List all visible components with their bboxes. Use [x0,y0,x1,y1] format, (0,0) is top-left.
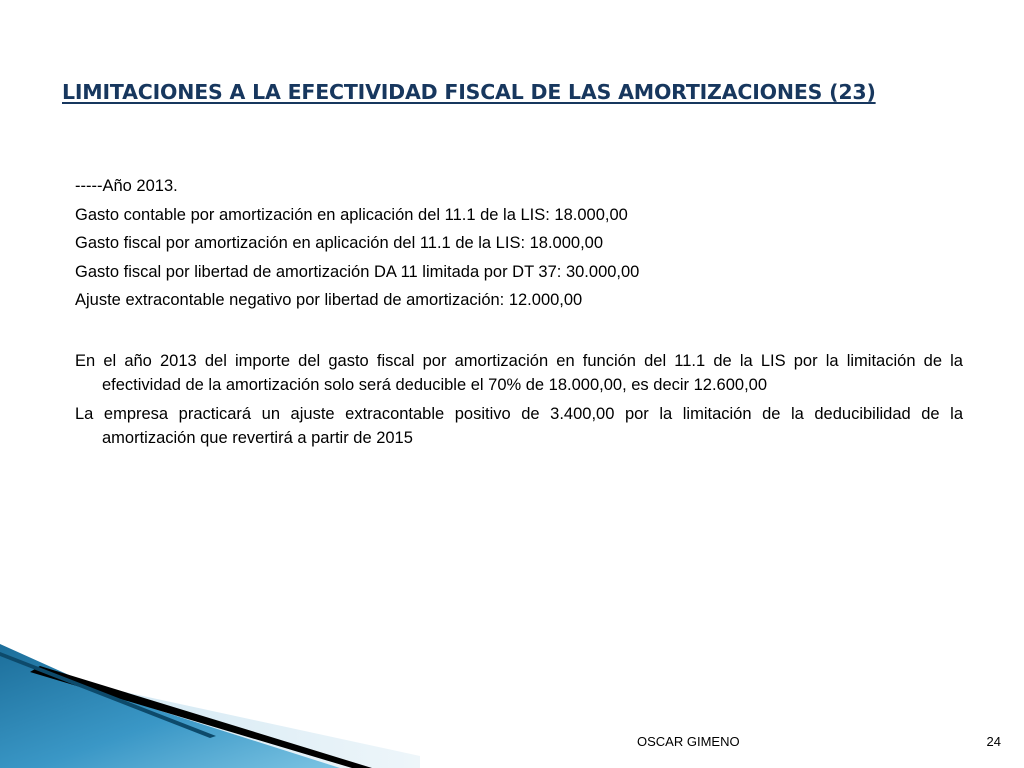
page-number: 24 [986,734,1001,749]
footer-author: OSCAR GIMENO [637,734,740,749]
positive-adjustment-paragraph: La empresa practicará un ajuste extracontable positivo de 3.400,00 por la limitación de la deducibilidad de la amortización que revertirá a partir de 2015 [75,404,963,447]
slide-body [75,172,963,451]
corner-decoration [0,638,420,768]
year-heading: -----Año 2013. [75,177,178,195]
negative-adjustment-line: Ajuste extracontable negativo por libertad de amortización: 12.000,00 [75,291,583,309]
accounting-expense-line: Gasto contable por amortización en aplicación del 11.1 de la LIS: 18.000,00 [75,205,628,224]
free-amortization-line: Gasto fiscal por libertad de amortización DA 11 limitada por DT 37: 30.000,00 [75,262,640,281]
paragraph-spacer [75,315,963,349]
slide-title: LIMITACIONES A LA EFECTIVIDAD FISCAL DE LAS AMORTIZACIONES (23) [62,80,876,104]
fiscal-expense-line: Gasto fiscal por amortización en aplicación del 11.1 de la LIS: 18.000,00 [75,234,604,252]
limitation-paragraph: En el año 2013 del importe del gasto fiscal por amortización en función del 11.1 de la LIS por la limitación de la efectividad de la amortización solo será deducible el 70% de 18.000,00, es decir 12.600,00 [75,351,963,394]
